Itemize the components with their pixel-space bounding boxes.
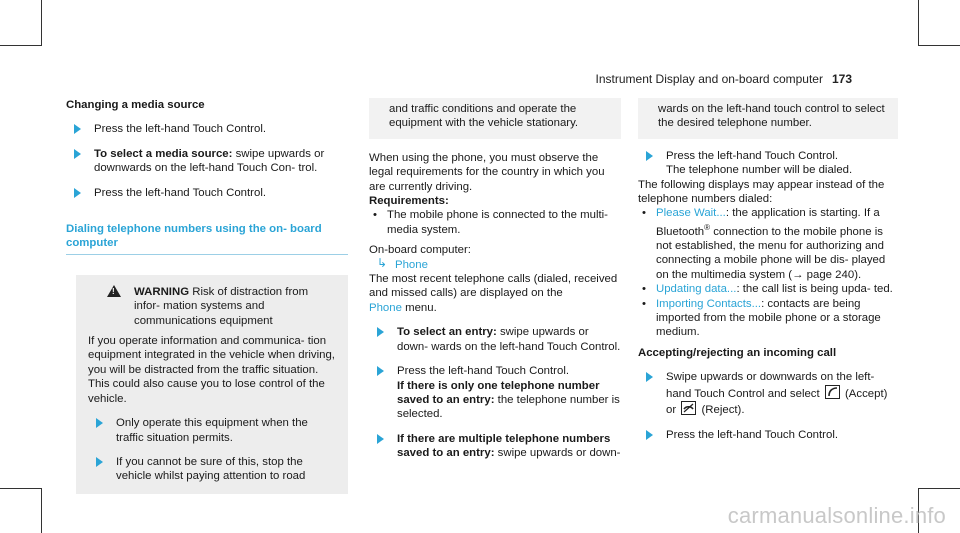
list-item-please-wait: • Please Wait...: the application is starting. If a Bluetooth® connection to the mobile phone is not established, the menu for authorizing and connecting a mobile phone will be dis‐ played on the multimedia system (→ page 240). xyxy=(642,207,886,281)
paragraph-recent-calls: The most recent telephone calls (dialed, received and missed calls) are displayed on the Phone menu. xyxy=(369,273,618,314)
reject-call-icon xyxy=(681,401,696,415)
page-header xyxy=(596,72,852,86)
step-multiple-numbers: If there are multiple telephone numbers saved to an entry: swipe upwards or down‐ xyxy=(369,432,621,461)
step-select-media-source: To select a media source: swipe upwards or downwards on the left-hand Touch Con‐ trol. xyxy=(66,147,348,176)
step-press-touch-control: Press the left-hand Touch Control. The telephone number will be dialed. xyxy=(638,149,898,178)
list-item-updating-data: • Updating data...: the call list is being upda‐ ted. xyxy=(642,283,893,296)
crop-mark xyxy=(41,0,42,46)
step-arrow-icon xyxy=(646,151,653,161)
column-left xyxy=(66,98,348,494)
step-arrow-icon xyxy=(74,149,81,159)
step-arrow-icon xyxy=(377,434,384,444)
return-arrow-icon: ↳ xyxy=(377,255,388,270)
crop-mark xyxy=(0,45,42,46)
warning-header: ! WARNING Risk of distraction from infor‐ mation systems and communications equipment xyxy=(88,285,336,328)
requirements-label: Requirements: xyxy=(369,195,449,208)
crop-mark xyxy=(918,45,960,46)
accept-call-icon xyxy=(825,385,840,399)
column-right xyxy=(638,98,898,442)
step-accept-reject: Swipe upwards or downwards on the left- hand Touch Control and select (Accept) or (Reject). xyxy=(638,370,898,417)
step-arrow-icon xyxy=(96,418,103,428)
step-press-touch-control: Press the left-hand Touch Control. xyxy=(66,122,348,136)
section-title-dialing: Dialing telephone numbers using the on- board computer xyxy=(66,222,348,255)
bullet-dot: • xyxy=(642,283,646,296)
column-middle xyxy=(369,98,621,461)
heading-changing-media-source: Changing a media source xyxy=(66,99,205,111)
crop-mark xyxy=(918,488,960,489)
page-number: 173 xyxy=(831,72,852,86)
step-select-entry: To select an entry: swipe upwards or down‐ wards on the left-hand Touch Control. xyxy=(369,325,621,354)
warning-box xyxy=(76,275,348,494)
step-press-touch-control: Press the left-hand Touch Control. If there is only one telephone number saved to an entry: the telephone number is selected. xyxy=(369,364,621,422)
onboard-computer-label: On-board computer: xyxy=(369,244,471,257)
step-arrow-icon xyxy=(646,430,653,440)
list-item-importing-contacts: • Importing Contacts...: contacts are being imported from the mobile phone or a storage medium. xyxy=(642,297,881,339)
crop-mark xyxy=(0,488,42,489)
warning-step: If you cannot be sure of this, stop the vehicle whilst paying attention to road xyxy=(88,455,336,484)
bullet-dot: • xyxy=(373,209,377,222)
step-arrow-icon xyxy=(96,457,103,467)
crop-mark xyxy=(918,0,919,46)
step-press-touch-control: Press the left-hand Touch Control. xyxy=(638,428,898,442)
step-arrow-icon xyxy=(377,327,384,337)
menu-path: ↳ Phone xyxy=(377,255,428,271)
warning-triangle-icon: ! xyxy=(107,285,121,297)
step-arrow-icon xyxy=(377,366,384,376)
watermark: carmanualsonline.info xyxy=(727,502,946,528)
paragraph-following-displays: The following displays may appear instead of the telephone numbers dialed: xyxy=(638,178,885,206)
paragraph-legal: When using the phone, you must observe the legal requirements for the country in which you are currently driving. xyxy=(369,151,605,193)
step-arrow-icon xyxy=(74,188,81,198)
warning-step: Only operate this equipment when the traffic situation permits. xyxy=(88,416,336,445)
bullet-dot: • xyxy=(642,207,646,220)
warning-body: If you operate information and communica‐ tion equipment integrated in the vehicle when driving, you will be distracted from the traffic situation. This could also cause you to lose control of the vehicle. xyxy=(88,335,335,405)
page-reference-link[interactable]: → page 240 xyxy=(792,268,855,281)
crop-mark xyxy=(41,488,42,533)
step-continuation: wards on the left-hand touch control to select the desired telephone number. xyxy=(638,98,898,139)
warning-continuation: and traffic conditions and operate the equipment with the vehicle stationary. xyxy=(369,98,621,139)
step-arrow-icon xyxy=(646,372,653,382)
step-press-touch-control: Press the left-hand Touch Control. xyxy=(66,186,348,200)
header-title: Instrument Display and on-board computer xyxy=(595,72,823,86)
requirement-item: • The mobile phone is connected to the multi‐ media system. xyxy=(373,209,608,236)
bullet-dot: • xyxy=(642,297,646,310)
heading-accepting-rejecting: Accepting/rejecting an incoming call xyxy=(638,346,837,359)
step-arrow-icon xyxy=(74,124,81,134)
